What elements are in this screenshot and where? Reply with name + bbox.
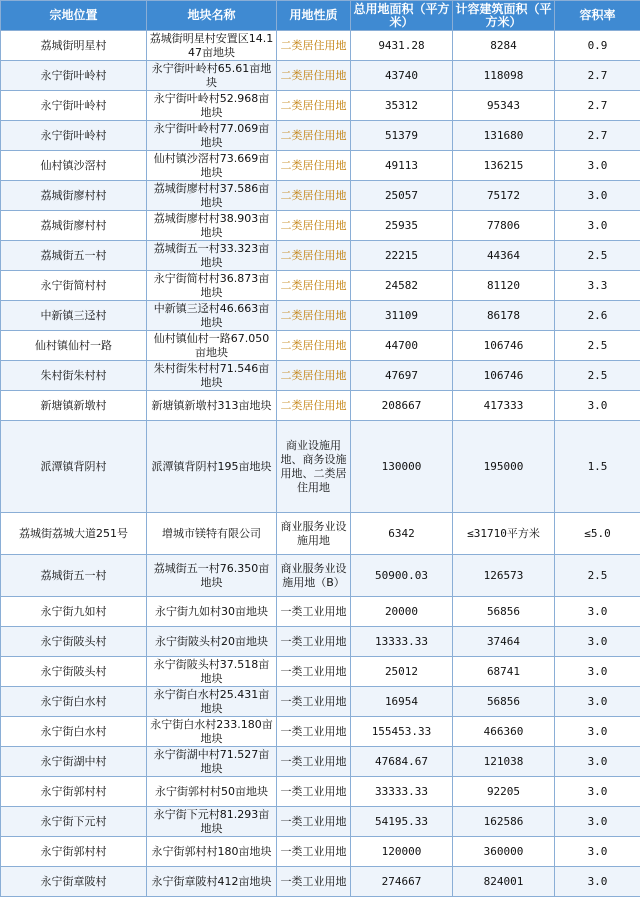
- cell-plot-ratio: 3.0: [555, 597, 640, 627]
- cell-plot-ratio: 3.3: [555, 271, 640, 301]
- cell-land-use: 商业服务业设施用地（B）: [277, 555, 351, 597]
- cell-location: 永宁街九如村: [1, 597, 147, 627]
- header-plot-ratio: 容积率: [555, 1, 640, 31]
- cell-total-area: 51379: [351, 121, 453, 151]
- cell-location: 永宁街郭村村: [1, 777, 147, 807]
- cell-plot-ratio: 3.0: [555, 627, 640, 657]
- cell-land-use: 一类工业用地: [277, 657, 351, 687]
- cell-plot-ratio: 3.0: [555, 687, 640, 717]
- cell-floor-area: 56856: [453, 597, 555, 627]
- cell-land-use: 二类居住用地: [277, 301, 351, 331]
- cell-location: 荔城街荔城大道251号: [1, 513, 147, 555]
- cell-total-area: 31109: [351, 301, 453, 331]
- table-row: [1, 777, 640, 807]
- cell-land-use: 二类居住用地: [277, 151, 351, 181]
- cell-land-use: 二类居住用地: [277, 121, 351, 151]
- cell-plot-ratio: 2.5: [555, 555, 640, 597]
- cell-total-area: 130000: [351, 421, 453, 513]
- cell-total-area: 44700: [351, 331, 453, 361]
- cell-plot-ratio: 2.5: [555, 361, 640, 391]
- cell-total-area: 47697: [351, 361, 453, 391]
- cell-floor-area: 136215: [453, 151, 555, 181]
- table-body: [1, 31, 640, 897]
- table-row: [1, 513, 640, 555]
- cell-plot-ratio: 3.0: [555, 657, 640, 687]
- cell-total-area: 6342: [351, 513, 453, 555]
- cell-location: 荔城街廖村村: [1, 211, 147, 241]
- cell-floor-area: 106746: [453, 361, 555, 391]
- cell-plot-ratio: 3.0: [555, 211, 640, 241]
- header-location: 宗地位置: [1, 1, 147, 31]
- table-row: [1, 687, 640, 717]
- table-row: [1, 717, 640, 747]
- cell-parcel-name: 荔城街廖村村38.903亩地块: [147, 211, 277, 241]
- cell-plot-ratio: 2.6: [555, 301, 640, 331]
- cell-plot-ratio: 2.5: [555, 241, 640, 271]
- cell-location: 荔城街廖村村: [1, 181, 147, 211]
- cell-land-use: 商业服务业设施用地: [277, 513, 351, 555]
- cell-parcel-name: 永宁街白水村25.431亩地块: [147, 687, 277, 717]
- cell-location: 荔城街五一村: [1, 555, 147, 597]
- cell-location: 中新镇三迳村: [1, 301, 147, 331]
- cell-land-use: 一类工业用地: [277, 777, 351, 807]
- table-row: [1, 61, 640, 91]
- cell-floor-area: 118098: [453, 61, 555, 91]
- cell-parcel-name: 新塘镇新墩村313亩地块: [147, 391, 277, 421]
- cell-total-area: 54195.33: [351, 807, 453, 837]
- cell-plot-ratio: 3.0: [555, 391, 640, 421]
- table-row: [1, 837, 640, 867]
- cell-parcel-name: 荔城街明星村安置区14.147亩地块: [147, 31, 277, 61]
- cell-location: 永宁街叶岭村: [1, 121, 147, 151]
- cell-plot-ratio: 3.0: [555, 151, 640, 181]
- cell-total-area: 33333.33: [351, 777, 453, 807]
- cell-total-area: 50900.03: [351, 555, 453, 597]
- table-row: [1, 271, 640, 301]
- table-row: [1, 555, 640, 597]
- cell-parcel-name: 仙村镇沙滘村73.669亩地块: [147, 151, 277, 181]
- table-row: [1, 31, 640, 61]
- cell-plot-ratio: 2.7: [555, 91, 640, 121]
- cell-parcel-name: 永宁街陂头村20亩地块: [147, 627, 277, 657]
- cell-location: 永宁街白水村: [1, 717, 147, 747]
- cell-floor-area: 56856: [453, 687, 555, 717]
- cell-location: 荔城街五一村: [1, 241, 147, 271]
- cell-total-area: 25935: [351, 211, 453, 241]
- cell-floor-area: 417333: [453, 391, 555, 421]
- cell-plot-ratio: 3.0: [555, 777, 640, 807]
- cell-location: 仙村镇沙滘村: [1, 151, 147, 181]
- cell-land-use: 一类工业用地: [277, 807, 351, 837]
- cell-parcel-name: 朱村街朱村村71.546亩地块: [147, 361, 277, 391]
- cell-floor-area: 92205: [453, 777, 555, 807]
- table-row: [1, 121, 640, 151]
- header-floor-area: 计容建筑面积（平方米）: [453, 1, 555, 31]
- cell-total-area: 47684.67: [351, 747, 453, 777]
- cell-location: 仙村镇仙村一路: [1, 331, 147, 361]
- cell-land-use: 一类工业用地: [277, 687, 351, 717]
- cell-floor-area: 75172: [453, 181, 555, 211]
- cell-parcel-name: 增城市镁特有限公司: [147, 513, 277, 555]
- cell-land-use: 二类居住用地: [277, 271, 351, 301]
- cell-parcel-name: 永宁街湖中村71.527亩地块: [147, 747, 277, 777]
- cell-parcel-name: 永宁街下元村81.293亩地块: [147, 807, 277, 837]
- table-row: [1, 301, 640, 331]
- table-row: [1, 867, 640, 897]
- cell-land-use: 二类居住用地: [277, 391, 351, 421]
- cell-floor-area: 121038: [453, 747, 555, 777]
- cell-floor-area: 126573: [453, 555, 555, 597]
- cell-total-area: 24582: [351, 271, 453, 301]
- cell-land-use: 一类工业用地: [277, 837, 351, 867]
- cell-parcel-name: 派潭镇背阴村195亩地块: [147, 421, 277, 513]
- cell-location: 新塘镇新墩村: [1, 391, 147, 421]
- cell-land-use: 一类工业用地: [277, 597, 351, 627]
- cell-plot-ratio: 1.5: [555, 421, 640, 513]
- cell-total-area: 208667: [351, 391, 453, 421]
- cell-plot-ratio: 3.0: [555, 717, 640, 747]
- cell-plot-ratio: 2.5: [555, 331, 640, 361]
- header-land-use: 用地性质: [277, 1, 351, 31]
- cell-land-use: 商业设施用地、商务设施用地、二类居住用地: [277, 421, 351, 513]
- cell-land-use: 二类居住用地: [277, 181, 351, 211]
- cell-land-use: 一类工业用地: [277, 747, 351, 777]
- cell-parcel-name: 荔城街五一村33.323亩地块: [147, 241, 277, 271]
- cell-floor-area: ≤31710平方米: [453, 513, 555, 555]
- cell-floor-area: 68741: [453, 657, 555, 687]
- cell-land-use: 二类居住用地: [277, 31, 351, 61]
- cell-parcel-name: 仙村镇仙村一路67.050亩地块: [147, 331, 277, 361]
- cell-total-area: 35312: [351, 91, 453, 121]
- cell-land-use: 二类居住用地: [277, 91, 351, 121]
- table-row: [1, 747, 640, 777]
- cell-land-use: 一类工业用地: [277, 627, 351, 657]
- cell-floor-area: 824001: [453, 867, 555, 897]
- cell-floor-area: 195000: [453, 421, 555, 513]
- table-row: [1, 241, 640, 271]
- cell-land-use: 二类居住用地: [277, 241, 351, 271]
- cell-plot-ratio: 0.9: [555, 31, 640, 61]
- table-row: [1, 361, 640, 391]
- cell-total-area: 120000: [351, 837, 453, 867]
- cell-land-use: 二类居住用地: [277, 331, 351, 361]
- cell-parcel-name: 中新镇三迳村46.663亩地块: [147, 301, 277, 331]
- cell-floor-area: 162586: [453, 807, 555, 837]
- table-row: [1, 627, 640, 657]
- cell-plot-ratio: 2.7: [555, 121, 640, 151]
- cell-land-use: 二类居住用地: [277, 61, 351, 91]
- table-row: [1, 91, 640, 121]
- cell-floor-area: 8284: [453, 31, 555, 61]
- cell-total-area: 274667: [351, 867, 453, 897]
- cell-floor-area: 106746: [453, 331, 555, 361]
- table-header-row: [1, 1, 640, 31]
- cell-floor-area: 81120: [453, 271, 555, 301]
- cell-plot-ratio: 3.0: [555, 807, 640, 837]
- cell-location: 荔城街明星村: [1, 31, 147, 61]
- cell-location: 永宁街湖中村: [1, 747, 147, 777]
- cell-parcel-name: 永宁街章陂村412亩地块: [147, 867, 277, 897]
- table-row: [1, 657, 640, 687]
- cell-floor-area: 44364: [453, 241, 555, 271]
- cell-plot-ratio: 3.0: [555, 867, 640, 897]
- cell-total-area: 20000: [351, 597, 453, 627]
- cell-parcel-name: 永宁街郭村村180亩地块: [147, 837, 277, 867]
- cell-parcel-name: 永宁街九如村30亩地块: [147, 597, 277, 627]
- cell-total-area: 13333.33: [351, 627, 453, 657]
- cell-land-use: 二类居住用地: [277, 211, 351, 241]
- cell-parcel-name: 荔城街五一村76.350亩地块: [147, 555, 277, 597]
- cell-floor-area: 466360: [453, 717, 555, 747]
- cell-floor-area: 37464: [453, 627, 555, 657]
- cell-parcel-name: 永宁街白水村233.180亩地块: [147, 717, 277, 747]
- cell-floor-area: 131680: [453, 121, 555, 151]
- cell-total-area: 43740: [351, 61, 453, 91]
- table-row: [1, 421, 640, 513]
- cell-parcel-name: 永宁街郭村村50亩地块: [147, 777, 277, 807]
- cell-total-area: 25057: [351, 181, 453, 211]
- cell-floor-area: 95343: [453, 91, 555, 121]
- cell-plot-ratio: 2.7: [555, 61, 640, 91]
- cell-location: 永宁街叶岭村: [1, 91, 147, 121]
- cell-location: 永宁街陂头村: [1, 657, 147, 687]
- cell-parcel-name: 荔城街廖村村37.586亩地块: [147, 181, 277, 211]
- cell-land-use: 一类工业用地: [277, 867, 351, 897]
- table-row: [1, 597, 640, 627]
- cell-location: 永宁街陂头村: [1, 627, 147, 657]
- cell-location: 永宁街章陂村: [1, 867, 147, 897]
- cell-location: 朱村街朱村村: [1, 361, 147, 391]
- cell-location: 永宁街简村村: [1, 271, 147, 301]
- cell-location: 永宁街下元村: [1, 807, 147, 837]
- cell-total-area: 155453.33: [351, 717, 453, 747]
- table-row: [1, 331, 640, 361]
- header-parcel-name: 地块名称: [147, 1, 277, 31]
- table-row: [1, 807, 640, 837]
- cell-land-use: 二类居住用地: [277, 361, 351, 391]
- cell-parcel-name: 永宁街叶岭村52.968亩地块: [147, 91, 277, 121]
- cell-location: 永宁街白水村: [1, 687, 147, 717]
- cell-floor-area: 360000: [453, 837, 555, 867]
- cell-parcel-name: 永宁街叶岭村77.069亩地块: [147, 121, 277, 151]
- table-row: [1, 181, 640, 211]
- cell-total-area: 22215: [351, 241, 453, 271]
- cell-land-use: 一类工业用地: [277, 717, 351, 747]
- table-row: [1, 151, 640, 181]
- cell-location: 永宁街郭村村: [1, 837, 147, 867]
- cell-floor-area: 86178: [453, 301, 555, 331]
- cell-location: 派潭镇背阴村: [1, 421, 147, 513]
- cell-plot-ratio: 3.0: [555, 837, 640, 867]
- cell-parcel-name: 永宁街简村村36.873亩地块: [147, 271, 277, 301]
- table-row: [1, 211, 640, 241]
- header-total-area: 总用地面积（平方米）: [351, 1, 453, 31]
- cell-parcel-name: 永宁街叶岭村65.61亩地块: [147, 61, 277, 91]
- cell-total-area: 49113: [351, 151, 453, 181]
- cell-total-area: 25012: [351, 657, 453, 687]
- cell-total-area: 9431.28: [351, 31, 453, 61]
- table-row: [1, 391, 640, 421]
- cell-plot-ratio: ≤5.0: [555, 513, 640, 555]
- cell-parcel-name: 永宁街陂头村37.518亩地块: [147, 657, 277, 687]
- cell-plot-ratio: 3.0: [555, 181, 640, 211]
- cell-location: 永宁街叶岭村: [1, 61, 147, 91]
- cell-plot-ratio: 3.0: [555, 747, 640, 777]
- cell-total-area: 16954: [351, 687, 453, 717]
- cell-floor-area: 77806: [453, 211, 555, 241]
